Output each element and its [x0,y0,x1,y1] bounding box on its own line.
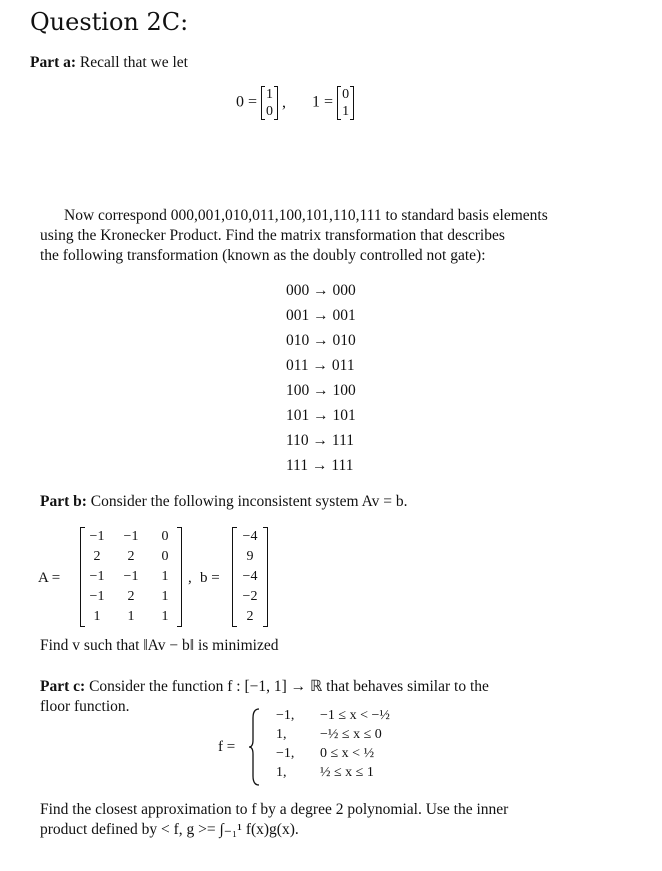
vector-b: −4 9 −4 −2 2 [232,527,268,627]
matrix-a: −1 −1 0 2 2 0 −1 −1 1 −1 2 1 1 1 1 [80,527,182,627]
mapping-item: 110 → 111 [286,432,355,449]
mapping-item: 101 → 101 [286,407,356,424]
part-a-intro-text: Recall that we let [79,54,188,71]
vector-b-label: b = [200,570,220,586]
one-lhs: 1 = [312,93,334,111]
part-c-final: Find the closest approximation to f by a degree 2 polynomial. Use the inner product defined by < f, g >= ∫₋₁¹ f(x)g(x). [40,801,509,838]
zero-lhs: 0 = [236,93,258,111]
matrix-a-label: A = [38,570,61,586]
part-a-label: Part a: [30,54,77,71]
f-label: f = [218,739,236,755]
matrix-sep: , [188,570,192,586]
mapping-item: 001 → 001 [286,307,356,324]
mapping-item: 010 → 010 [286,332,356,349]
one-vector: 0 1 [337,86,354,120]
part-a-paragraph: Now correspond 000,001,010,011,100,101,110,111 to standard basis elements using the Kronecker Product. Find the matrix transformation that describes the following transformation (known as the doubly controlled not gate): [40,207,548,264]
part-c-text-1: Consider the function f : [−1, 1] → ℝ that behaves similar to the [89,678,489,695]
zero-vector: 1 0 [261,86,278,120]
basis-definitions: 0 = 1 0 , 1 = 0 1 [236,86,354,120]
mapping-item: 111 → 111 [286,457,354,474]
mapping-list [286,282,356,482]
part-b-text: Consider the following inconsistent system Av = b. [90,493,408,510]
part-a-intro [30,53,188,73]
part-c-label: Part c: [40,678,86,695]
part-b-label: Part b: [40,493,87,510]
mapping-item: 011 → 011 [286,357,355,374]
part-c-text-2: floor function. [40,698,130,715]
mapping-item: 100 → 100 [286,382,356,399]
cases-brace [248,708,260,786]
question-title: Question 2C: [30,8,189,36]
part-b-heading [40,492,408,512]
part-b-find: Find v such that ‖Av − b‖ is minimized [40,637,279,654]
mapping-item: 000 → 000 [286,282,356,299]
